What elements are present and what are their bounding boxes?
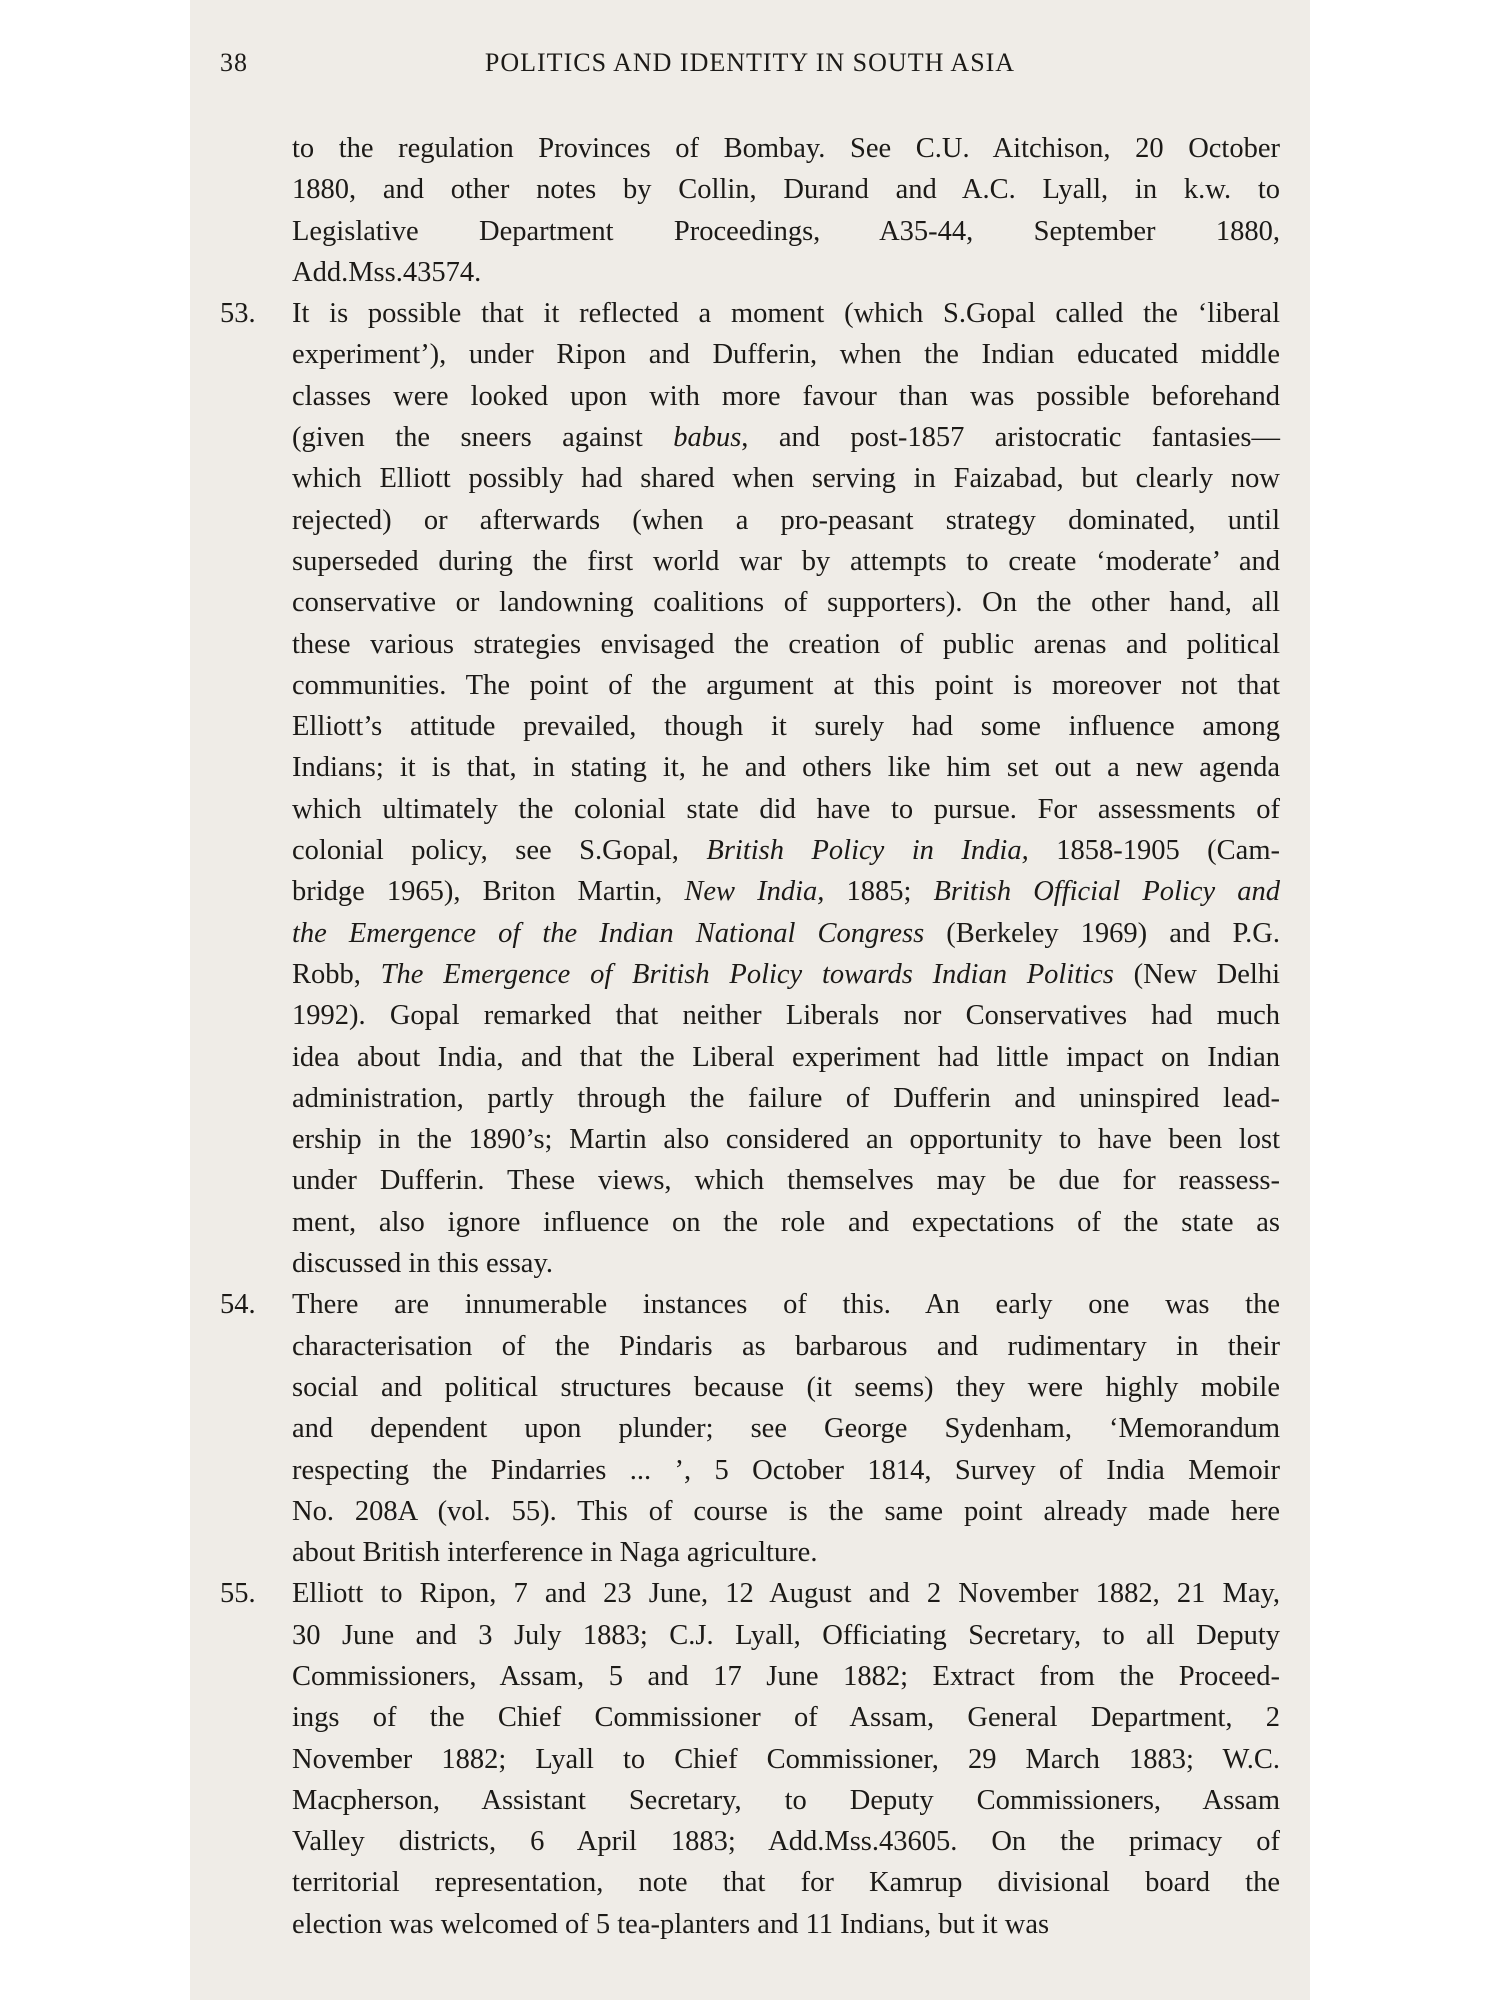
endnote-line: colonial policy, see S.Gopal, British Policy in India, 1858-1905 (Cam- <box>292 835 1280 867</box>
endnote-number: 53. <box>220 298 256 330</box>
endnote-line: characterisation of the Pindaris as barbarous and rudimentary in their <box>292 1330 1280 1362</box>
endnote-line: (given the sneers against babus, and post-1857 aristocratic fantasies— <box>292 422 1280 454</box>
endnote-53 <box>220 293 1280 1284</box>
endnote-line: social and political structures because (it seems) they were highly mobile <box>292 1371 1280 1403</box>
endnote-line: experiment’), under Ripon and Dufferin, when the Indian educated middle <box>292 339 1280 371</box>
endnote-line: 1992). Gopal remarked that neither Liberals nor Conservatives had much <box>292 1000 1280 1032</box>
endnote-line: these various strategies envisaged the creation of public arenas and political <box>292 628 1280 660</box>
endnote-number: 54. <box>220 1289 256 1321</box>
endnote-54 <box>220 1284 1280 1573</box>
running-title: POLITICS AND IDENTITY IN SOUTH ASIA <box>484 48 1016 77</box>
endnote-line: ment, also ignore influence on the role and expectations of the state as <box>292 1206 1280 1238</box>
endnote-line: 1880, and other notes by Collin, Durand and A.C. Lyall, in k.w. to <box>292 174 1280 206</box>
endnote-line: about British interference in Naga agriculture. <box>292 1537 818 1569</box>
endnote-line: communities. The point of the argument at this point is moreover not that <box>292 669 1280 701</box>
endnote-line: bridge 1965), Briton Martin, New India, 1885; British Official Policy and <box>292 876 1280 908</box>
endnote-line: conservative or landowning coalitions of supporters). On the other hand, all <box>292 587 1280 619</box>
endnote-line: Add.Mss.43574. <box>292 256 482 288</box>
endnote-line: November 1882; Lyall to Chief Commissioner, 29 March 1883; W.C. <box>292 1743 1280 1775</box>
endnote-line: Elliott to Ripon, 7 and 23 June, 12 August and 2 November 1882, 21 May, <box>292 1578 1280 1610</box>
endnote-line: administration, partly through the failure of Dufferin and uninspired lead- <box>292 1082 1280 1114</box>
endnote-number: 55. <box>220 1578 256 1610</box>
endnote-line: ership in the 1890’s; Martin also considered an opportunity to have been lost <box>292 1124 1280 1156</box>
endnote-line: discussed in this essay. <box>292 1248 553 1280</box>
endnote-line: Commissioners, Assam, 5 and 17 June 1882; Extract from the Proceed- <box>292 1660 1280 1692</box>
endnote-line: It is possible that it reflected a moment (which S.Gopal called the ‘liberal <box>292 298 1280 330</box>
endnote-line: superseded during the first world war by attempts to create ‘moderate’ and <box>292 545 1280 577</box>
book-page <box>190 0 1310 2000</box>
endnote-line: Elliott’s attitude prevailed, though it surely had some influence among <box>292 711 1280 743</box>
endnote-line: which ultimately the colonial state did have to pursue. For assessments of <box>292 793 1280 825</box>
endnote-line: Valley districts, 6 April 1883; Add.Mss.43605. On the primacy of <box>292 1826 1280 1858</box>
endnote-line: to the regulation Provinces of Bombay. See C.U. Aitchison, 20 October <box>292 133 1280 164</box>
page-header <box>220 48 1280 88</box>
endnote-line: territorial representation, note that for Kamrup divisional board the <box>292 1867 1280 1899</box>
endnote-line: which Elliott possibly had shared when serving in Faizabad, but clearly now <box>292 463 1280 495</box>
endnote-line: There are innumerable instances of this. An early one was the <box>292 1289 1280 1321</box>
endnote-line: Indians; it is that, in stating it, he and others like him set out a new agenda <box>292 752 1280 784</box>
page-number: 38 <box>220 48 248 77</box>
endnote-line: under Dufferin. These views, which themselves may be due for reassess- <box>292 1165 1280 1197</box>
endnote-line: ings of the Chief Commissioner of Assam, General Department, 2 <box>292 1702 1280 1734</box>
endnote-line: Robb, The Emergence of British Policy towards Indian Politics (New Delhi <box>292 958 1281 990</box>
endnote-line: idea about India, and that the Liberal experiment had little impact on Indian <box>292 1041 1280 1073</box>
endnote-line: Macpherson, Assistant Secretary, to Deputy Commissioners, Assam <box>292 1784 1280 1816</box>
endnote-line: 30 June and 3 July 1883; C.J. Lyall, Officiating Secretary, to all Deputy <box>292 1619 1280 1651</box>
endnote-continued <box>220 128 1280 293</box>
endnote-line: the Emergence of the Indian National Congress (Berkeley 1969) and P.G. <box>292 917 1280 949</box>
endnote-line: rejected) or afterwards (when a pro-peasant strategy dominated, until <box>292 504 1280 536</box>
endnotes <box>220 128 1280 1945</box>
endnote-line: respecting the Pindarries ... ’, 5 October 1814, Survey of India Memoir <box>292 1454 1280 1486</box>
endnote-line: election was welcomed of 5 tea-planters and 11 Indians, but it was <box>292 1908 1050 1940</box>
endnote-line: and dependent upon plunder; see George Sydenham, ‘Memorandum <box>292 1413 1280 1445</box>
endnote-55 <box>220 1573 1280 1945</box>
endnote-line: Legislative Department Proceedings, A35-44, September 1880, <box>292 215 1280 247</box>
endnote-line: classes were looked upon with more favour than was possible beforehand <box>292 380 1280 412</box>
endnote-line: No. 208A (vol. 55). This of course is the same point already made here <box>292 1495 1280 1527</box>
